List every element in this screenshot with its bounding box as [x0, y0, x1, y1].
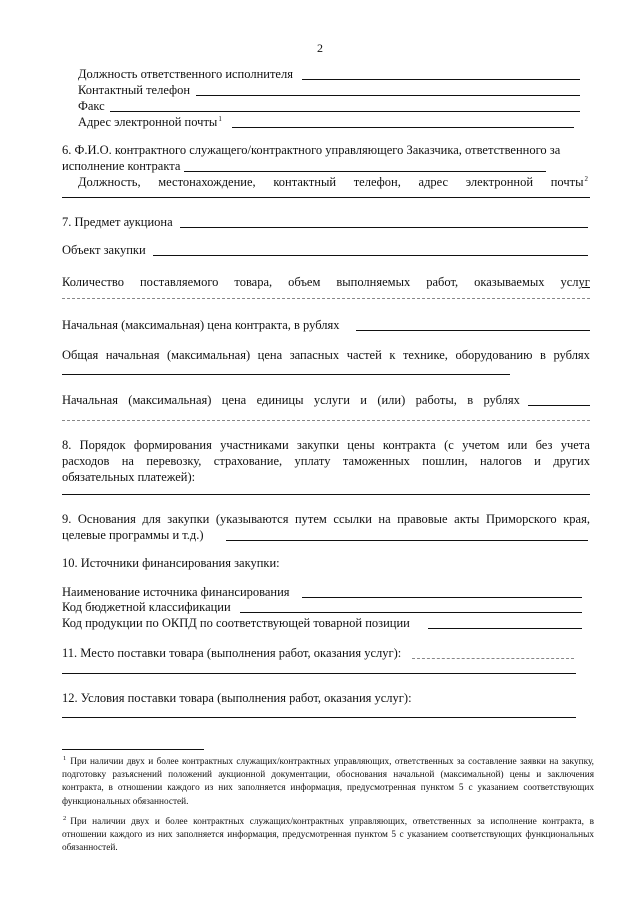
contract-price-label: Начальная (максимальная) цена контракта, в рублях [62, 318, 340, 332]
funding-source-label: Наименование источника финансирования [62, 585, 290, 599]
email-label: Адрес электронной почты$^1$ [78, 115, 222, 129]
section6-line3: Должность, местонахождение, контактный телефон, адрес электронной почты$^2$ [78, 175, 588, 189]
fax-field[interactable] [110, 111, 580, 112]
section8-line2: расходов на перевозку, страхование, уплату таможенных пошлин, налогов и других [62, 454, 590, 468]
section8-line1: 8. Порядок формирования участниками закупки цены контракта (с учетом или без учета [62, 438, 590, 452]
footnote-2: $^2$ При наличии двух и более контрактных служащих/контрактных управляющих, ответственных за исполнение контракта, в отношении каждого из них заполняется информация, предусмотренная пунктом 5 с указанием соответствующих функциональных обязанностей. [62, 815, 594, 854]
fax-label: Факс [78, 99, 105, 113]
section8-line3: обязательных платежей): [62, 470, 196, 484]
okpd-field[interactable] [428, 628, 582, 629]
delivery-terms-field[interactable] [62, 717, 576, 718]
footnote-1: $^1$ При наличии двух и более контрактных служащих/контрактных управляющих, ответственных за составление заявки на закупку, подготовку разъяснений положений аукционной документации, обоснования начальной (максимальной) цены и заключения контракта, в отношении каждого из них заполняется информация, предусмотренная пунктом 5 с указанием соответствующих функциональных обязанностей. [62, 755, 594, 807]
section11-title: 11. Место поставки товара (выполнения работ, оказания услуг): [62, 646, 402, 660]
unit-price-label: Начальная (максимальная) цена единицы услуги и (или) работы, в рублях [62, 393, 520, 407]
quantity-field-end [582, 287, 590, 288]
unit-price-field-2[interactable] [62, 420, 590, 421]
section6-line2: исполнение контракта [62, 159, 181, 173]
footnote-separator [62, 749, 204, 750]
section7-title: 7. Предмет аукциона [62, 215, 173, 229]
contract-price-field[interactable] [356, 330, 590, 331]
phone-field[interactable] [196, 95, 580, 96]
price-formation-field[interactable] [62, 494, 590, 495]
spare-parts-price-label: Общая начальная (максимальная) цена запасных частей к технике, оборудованию в рублях [62, 348, 590, 362]
unit-price-field[interactable] [528, 405, 590, 406]
footnote-ref-1: 1 [218, 115, 222, 123]
delivery-place-field[interactable] [412, 658, 574, 659]
section9-line2: целевые программы и т.д.) [62, 528, 204, 542]
kbk-field[interactable] [240, 612, 582, 613]
email-field[interactable] [232, 127, 574, 128]
contract-manager-field[interactable] [184, 171, 546, 172]
contract-manager-details-field[interactable] [62, 197, 590, 198]
kbk-label: Код бюджетной классификации [62, 600, 231, 614]
procurement-grounds-field[interactable] [226, 540, 588, 541]
section10-title: 10. Источники финансирования закупки: [62, 556, 280, 570]
position-label: Должность ответственного исполнителя [78, 67, 293, 81]
procurement-object-field[interactable] [153, 255, 588, 256]
section9-line1: 9. Основания для закупки (указываются путем ссылки на правовые акты Приморского края, [62, 512, 590, 526]
auction-subject-field[interactable] [180, 227, 588, 228]
funding-source-field[interactable] [302, 597, 582, 598]
quantity-field[interactable] [62, 298, 590, 299]
spare-parts-price-field[interactable] [62, 374, 510, 375]
quantity-label: Количество поставляемого товара, объем выполняемых работ, оказываемых услуг [62, 275, 590, 289]
footnote-ref-2: 2 [584, 175, 588, 183]
phone-label: Контактный телефон [78, 83, 191, 97]
delivery-place-field-2[interactable] [62, 673, 576, 674]
section12-title: 12. Условия поставки товара (выполнения работ, оказания услуг): [62, 691, 412, 705]
procurement-object-label: Объект закупки [62, 243, 146, 257]
position-field[interactable] [302, 79, 580, 80]
page-number: 2 [317, 41, 323, 55]
section6-line1: 6. Ф.И.О. контрактного служащего/контрактного управляющего Заказчика, ответственного за [62, 143, 561, 157]
okpd-label: Код продукции по ОКПД по соответствующей товарной позиции [62, 616, 410, 630]
